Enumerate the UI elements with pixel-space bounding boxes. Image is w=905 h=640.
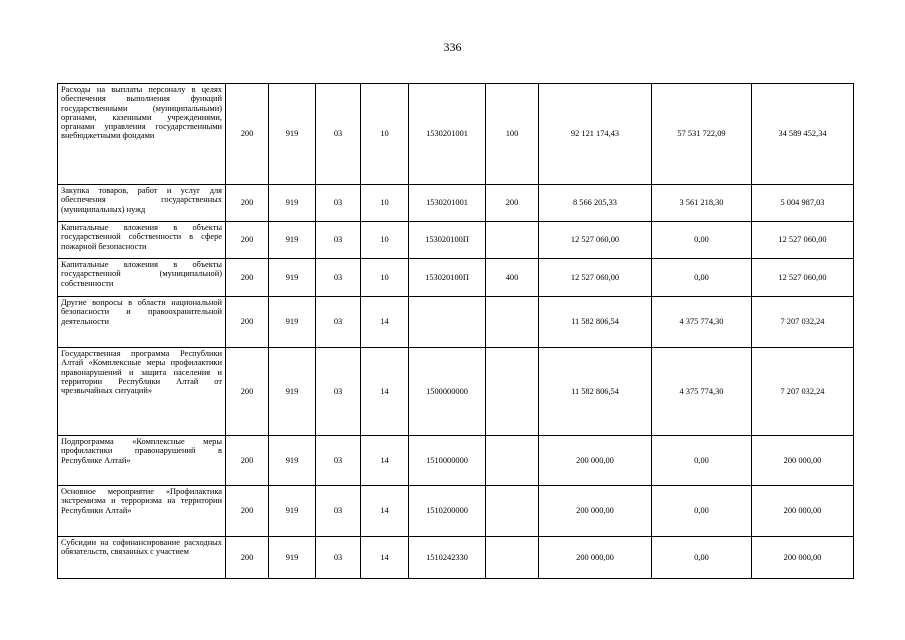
amount-year-3: 12 527 060,00 <box>752 222 854 259</box>
row-name: Капитальные вложения в объекты государственной (муниципальной) собственности <box>58 259 226 297</box>
table-row <box>58 222 854 259</box>
expense-type <box>486 436 539 486</box>
grbs-code: 919 <box>269 259 316 297</box>
amount-year-3: 7 207 032,24 <box>752 297 854 348</box>
expense-type: 100 <box>486 84 539 185</box>
table-row <box>58 84 854 185</box>
admin-code: 200 <box>226 84 269 185</box>
section-code: 03 <box>316 486 361 537</box>
section-code: 03 <box>316 348 361 436</box>
row-name: Основное мероприятие «Профилактика экстремизма и терроризма на территории Республики Алтай» <box>58 486 226 537</box>
section-code: 03 <box>316 537 361 579</box>
table-row <box>58 185 854 222</box>
amount-year-1: 92 121 174,43 <box>539 84 652 185</box>
target-article: 153020100П <box>409 259 486 297</box>
target-article: 1500000000 <box>409 348 486 436</box>
amount-year-3: 34 589 452,34 <box>752 84 854 185</box>
admin-code: 200 <box>226 537 269 579</box>
expense-type: 400 <box>486 259 539 297</box>
admin-code: 200 <box>226 185 269 222</box>
table-row <box>58 537 854 579</box>
section-code: 03 <box>316 259 361 297</box>
section-code: 03 <box>316 84 361 185</box>
section-code: 03 <box>316 297 361 348</box>
table-row <box>58 486 854 537</box>
row-name: Капитальные вложения в объекты государственной собственности в сфере пожарной безопасности <box>58 222 226 259</box>
table-row <box>58 348 854 436</box>
subsection-code: 14 <box>361 348 409 436</box>
grbs-code: 919 <box>269 84 316 185</box>
amount-year-1: 200 000,00 <box>539 537 652 579</box>
target-article: 1510000000 <box>409 436 486 486</box>
row-name: Государственная программа Республики Алтай «Комплексные меры профилактики правонарушений и защита населения и территории Республики Алтай от чрезвычайных ситуаций» <box>58 348 226 436</box>
subsection-code: 14 <box>361 537 409 579</box>
grbs-code: 919 <box>269 537 316 579</box>
row-name: Другие вопросы в области национальной безопасности и правоохранительной деятельности <box>58 297 226 348</box>
row-name: Подпрограмма «Комплексные меры профилактики правонарушений в Республике Алтай» <box>58 436 226 486</box>
amount-year-1: 12 527 060,00 <box>539 222 652 259</box>
expense-type <box>486 222 539 259</box>
expense-type <box>486 486 539 537</box>
target-article: 153020100П <box>409 222 486 259</box>
admin-code: 200 <box>226 486 269 537</box>
row-name: Расходы на выплаты персоналу в целях обеспечения выполнения функций государственными (муниципальными) органами, казенными учреждениями, органами управления государственными внебюджетными фондами <box>58 84 226 185</box>
amount-year-1: 200 000,00 <box>539 436 652 486</box>
table-row <box>58 297 854 348</box>
admin-code: 200 <box>226 348 269 436</box>
amount-year-3: 200 000,00 <box>752 436 854 486</box>
amount-year-2: 0,00 <box>652 486 752 537</box>
grbs-code: 919 <box>269 436 316 486</box>
grbs-code: 919 <box>269 486 316 537</box>
admin-code: 200 <box>226 259 269 297</box>
admin-code: 200 <box>226 222 269 259</box>
grbs-code: 919 <box>269 297 316 348</box>
subsection-code: 10 <box>361 185 409 222</box>
amount-year-2: 3 561 218,30 <box>652 185 752 222</box>
budget-table <box>57 83 854 579</box>
amount-year-1: 11 582 806,54 <box>539 348 652 436</box>
subsection-code: 14 <box>361 486 409 537</box>
amount-year-1: 12 527 060,00 <box>539 259 652 297</box>
target-article <box>409 297 486 348</box>
amount-year-2: 57 531 722,09 <box>652 84 752 185</box>
admin-code: 200 <box>226 436 269 486</box>
row-name: Субсидии на софинансирование расходных обязательств, связанных с участием <box>58 537 226 579</box>
grbs-code: 919 <box>269 348 316 436</box>
subsection-code: 14 <box>361 436 409 486</box>
subsection-code: 14 <box>361 297 409 348</box>
table-row <box>58 436 854 486</box>
table-row <box>58 259 854 297</box>
subsection-code: 10 <box>361 222 409 259</box>
subsection-code: 10 <box>361 84 409 185</box>
amount-year-2: 4 375 774,30 <box>652 348 752 436</box>
expense-type <box>486 348 539 436</box>
amount-year-1: 11 582 806,54 <box>539 297 652 348</box>
target-article: 1530201001 <box>409 84 486 185</box>
expense-type: 200 <box>486 185 539 222</box>
section-code: 03 <box>316 436 361 486</box>
amount-year-2: 4 375 774,30 <box>652 297 752 348</box>
section-code: 03 <box>316 185 361 222</box>
target-article: 1510200000 <box>409 486 486 537</box>
grbs-code: 919 <box>269 185 316 222</box>
amount-year-3: 12 527 060,00 <box>752 259 854 297</box>
amount-year-1: 8 566 205,33 <box>539 185 652 222</box>
page-number: 336 <box>443 40 462 54</box>
amount-year-3: 200 000,00 <box>752 486 854 537</box>
amount-year-2: 0,00 <box>652 259 752 297</box>
amount-year-2: 0,00 <box>652 436 752 486</box>
amount-year-2: 0,00 <box>652 222 752 259</box>
row-name: Закупка товаров, работ и услуг для обеспечения государственных (муниципальных) нужд <box>58 185 226 222</box>
amount-year-2: 0,00 <box>652 537 752 579</box>
grbs-code: 919 <box>269 222 316 259</box>
amount-year-3: 7 207 032,24 <box>752 348 854 436</box>
amount-year-1: 200 000,00 <box>539 486 652 537</box>
target-article: 1510242330 <box>409 537 486 579</box>
subsection-code: 10 <box>361 259 409 297</box>
amount-year-3: 5 004 987,03 <box>752 185 854 222</box>
section-code: 03 <box>316 222 361 259</box>
amount-year-3: 200 000,00 <box>752 537 854 579</box>
target-article: 1530201001 <box>409 185 486 222</box>
expense-type <box>486 537 539 579</box>
admin-code: 200 <box>226 297 269 348</box>
expense-type <box>486 297 539 348</box>
